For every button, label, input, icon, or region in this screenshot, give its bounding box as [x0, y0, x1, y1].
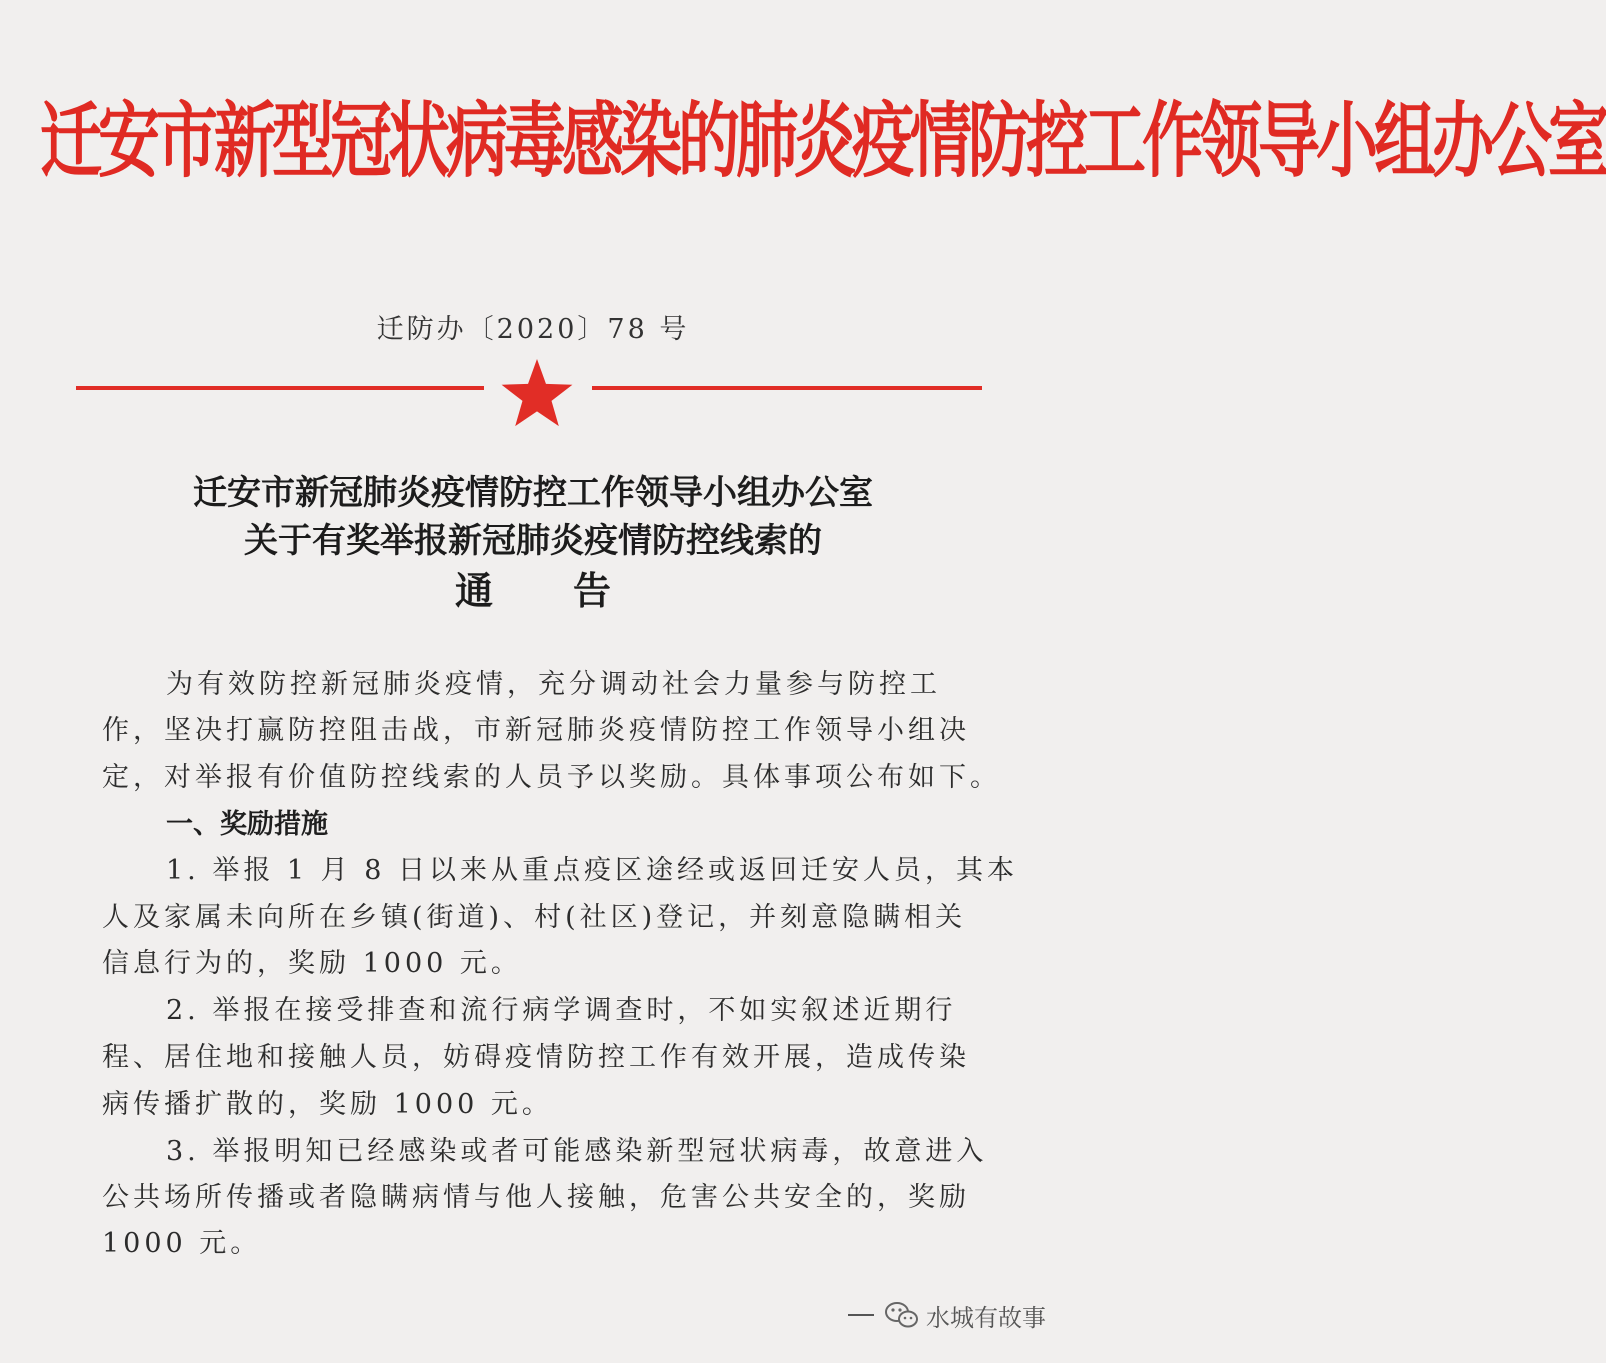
paragraph-line: 病传播扩散的，奖励 1000 元。	[102, 1089, 553, 1120]
paragraph-line: 3. 举报明知已经感染或者可能感染新型冠状病毒，故意进入	[166, 1136, 988, 1167]
paragraph-line: 1. 举报 1 月 8 日以来从重点疫区途经或返回迁安人员，其本	[166, 855, 1019, 886]
paragraph-line: 1000 元。	[102, 1228, 262, 1259]
paragraph-line: 作，坚决打赢防控阻击战，市新冠肺炎疫情防控工作领导小组决	[102, 715, 970, 746]
paragraph-line: 定，对举报有价值防控线索的人员予以奖励。具体事项公布如下。	[102, 762, 1001, 793]
notice-title-line-1: 迁安市新冠肺炎疫情防控工作领导小组办公室	[193, 473, 873, 513]
source-watermark	[848, 1295, 1046, 1335]
issuing-authority-title: 迁安市新型冠状病毒感染的肺炎疫情防控工作领导小组办公室	[40, 92, 1606, 189]
red-divider-right	[592, 386, 982, 390]
watermark-dash	[848, 1314, 874, 1316]
notice-title-line-3: 通告	[454, 568, 691, 613]
wechat-icon	[884, 1300, 920, 1330]
paragraph-line: 人及家属未向所在乡镇(街道)、村(社区)登记，并刻意隐瞒相关	[102, 902, 967, 933]
watermark-text: 水城有故事	[926, 1303, 1046, 1332]
section-heading-rewards: 一、奖励措施	[166, 809, 328, 840]
paragraph-line: 为有效防控新冠肺炎疫情，充分调动社会力量参与防控工	[166, 669, 941, 700]
notice-title-line-2: 关于有奖举报新冠肺炎疫情防控线索的	[244, 521, 822, 561]
paragraph-line: 2. 举报在接受排查和流行病学调查时，不如实叙述近期行	[166, 995, 957, 1026]
red-star-icon	[499, 356, 575, 432]
paragraph-line: 信息行为的，奖励 1000 元。	[102, 948, 522, 979]
red-divider-left	[76, 386, 484, 390]
paragraph-line: 程、居住地和接触人员，妨碍疫情防控工作有效开展，造成传染	[102, 1042, 970, 1073]
paragraph-line: 公共场所传播或者隐瞒病情与他人接触，危害公共安全的，奖励	[102, 1182, 970, 1213]
document-number: 迁防办〔2020〕78 号	[376, 314, 690, 345]
